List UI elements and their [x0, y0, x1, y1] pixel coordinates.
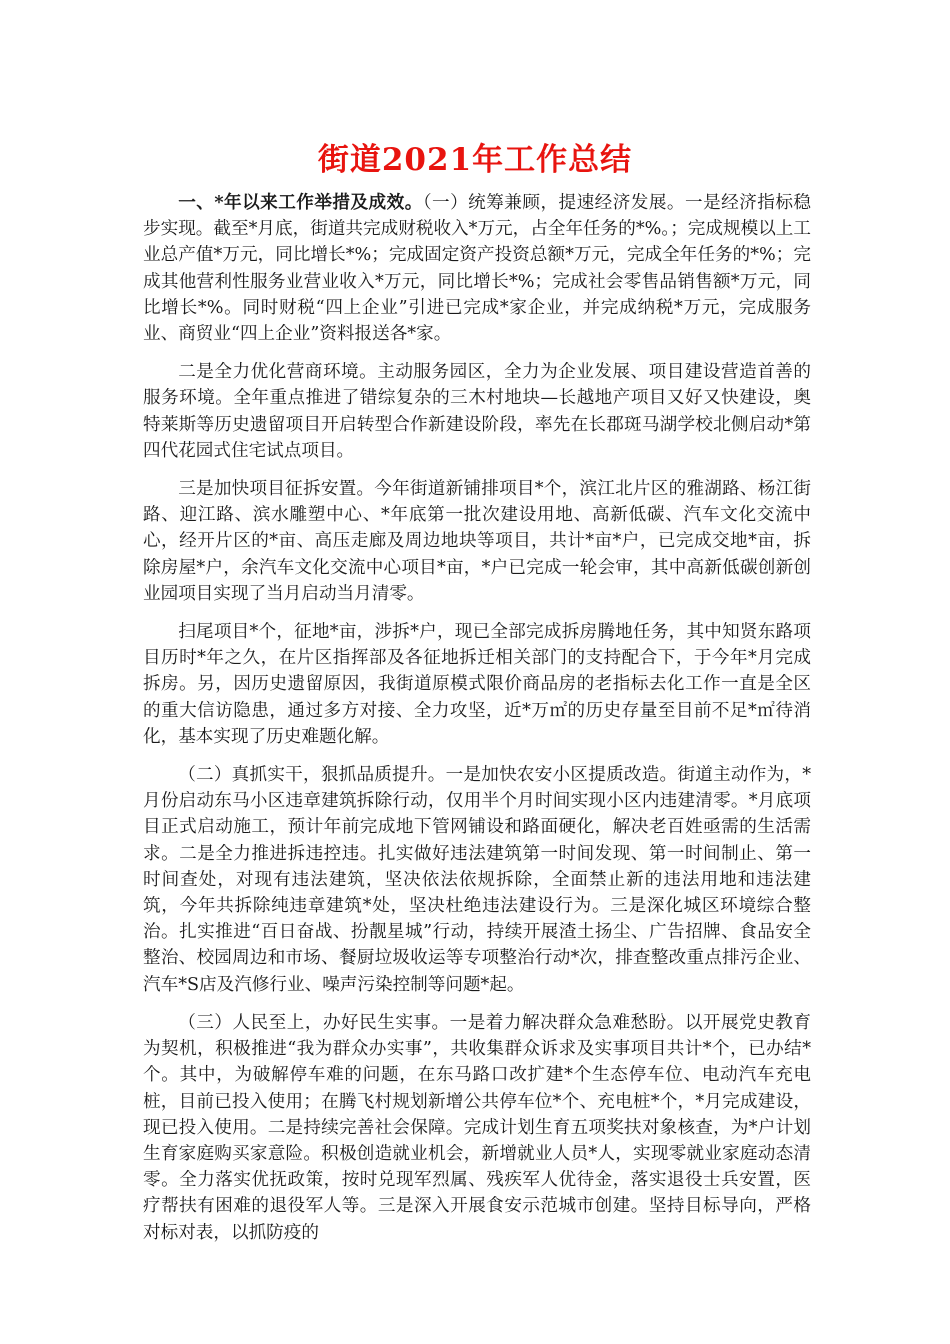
paragraph-3: 三是加快项目征拆安置。今年街道新铺排项目*个，滨江北片区的雅湖路、杨江街路、迎江路、滨水雕塑中心、*年底第一批次建设用地、高新低碳、汽车文化交流中心，经开片区的*亩、高压走廊及周边地块等项目，共计*亩*户，已完成交地*亩，拆除房屋*户，余汽车文化交流中心项目*亩，*户已完成一轮会审，其中高新低碳创新创业园项目实现了当月启动当月清零。	[143, 479, 811, 604]
document-body	[143, 190, 811, 1258]
paragraph-2: 二是全力优化营商环境。主动服务园区，全力为企业发展、项目建设营造首善的服务环境。全年重点推进了错综复杂的三木村地块—长越地产项目又好又快建设，奥特莱斯等历史遗留项目开启转型合作新建设阶段，率先在长郡斑马湖学校北侧启动*第四代花园式住宅试点项目。	[143, 362, 811, 461]
paragraph-4: 扫尾项目*个，征地*亩，涉拆*户，现已全部完成拆房腾地任务，其中知贤东路项目历时*年之久，在片区指挥部及各征地拆迁相关部门的支持配合下，于今年*月完成拆房。另，因历史遗留原因，我街道原模式限价商品房的老指标去化工作一直是全区的重大信访隐患，通过多方对接、全力攻坚，近*万㎡的历史存量至目前不足*㎡待消化，基本实现了历史难题化解。	[143, 622, 811, 747]
paragraph-1	[143, 190, 811, 347]
section-heading: 一、*年以来工作举措及成效。	[178, 192, 423, 213]
document-title: 街道2021年工作总结	[317, 142, 633, 178]
paragraph-6: （三）人民至上，办好民生实事。一是着力解决群众急难愁盼。以开展党史教育为契机，积极推进“我为群众办实事”，共收集群众诉求及实事项目共计*个，已办结*个。其中，为破解停车难的问题，在东马路口改扩建*个生态停车位、电动汽车充电桩，目前已投入使用；在腾飞村规划新增公共停车位*个、充电桩*个，*月完成建设，现已投入使用。二是持续完善社会保障。完成计划生育五项奖扶对象核查，为*户计划生育家庭购买家意险。积极创造就业机会，新增就业人员*人，实现零就业家庭动态清零。全力落实优抚政策，按时兑现军烈属、残疾军人优待金，落实退役士兵安置，医疗帮扶有困难的退役军人等。三是深入开展食安示范城市创建。坚持目标导向，严格对标对表，以抓防疫的	[143, 1012, 811, 1243]
paragraph-5: （二）真抓实干，狠抓品质提升。一是加快农安小区提质改造。街道主动作为，*月份启动东马小区违章建筑拆除行动，仅用半个月时间实现小区内违建清零。*月底项目正式启动施工，预计年前完成地下管网铺设和路面硬化，解决老百姓亟需的生活需求。二是全力推进拆违控违。扎实做好违法建筑第一时间发现、第一时间制止、第一时间查处，对现有违法建筑，坚决依法依规拆除，全面禁止新的违法用地和违法建筑，今年共拆除纯违章建筑*处，坚决杜绝违法建设行为。三是深化城区环境综合整治。扎实推进“百日奋战、扮靓星城”行动，持续开展渣土扬尘、广告招牌、食品安全整治、校园周边和市场、餐厨垃圾收运等专项整治行动*次，排查整改重点排污企业、汽车*S店及汽修行业、噪声污染控制等问题*起。	[143, 765, 811, 995]
paragraph-text: （一）统筹兼顾，提速经济发展。一是经济指标稳步实现。截至*月底，街道共完成财税收入*万元，占全年任务的*%。；完成规模以上工业总产值*万元，同比增长*%；完成固定资产投资总额*万元，完成全年任务的*%；完成其他营利性服务业营业收入*万元，同比增长*%；完成社会零售品销售额*万元，同比增长*%。同时财税“四上企业”引进已完成*家企业，并完成纳税*万元，完成服务业、商贸业“四上企业”资料报送各*家。	[143, 193, 812, 345]
